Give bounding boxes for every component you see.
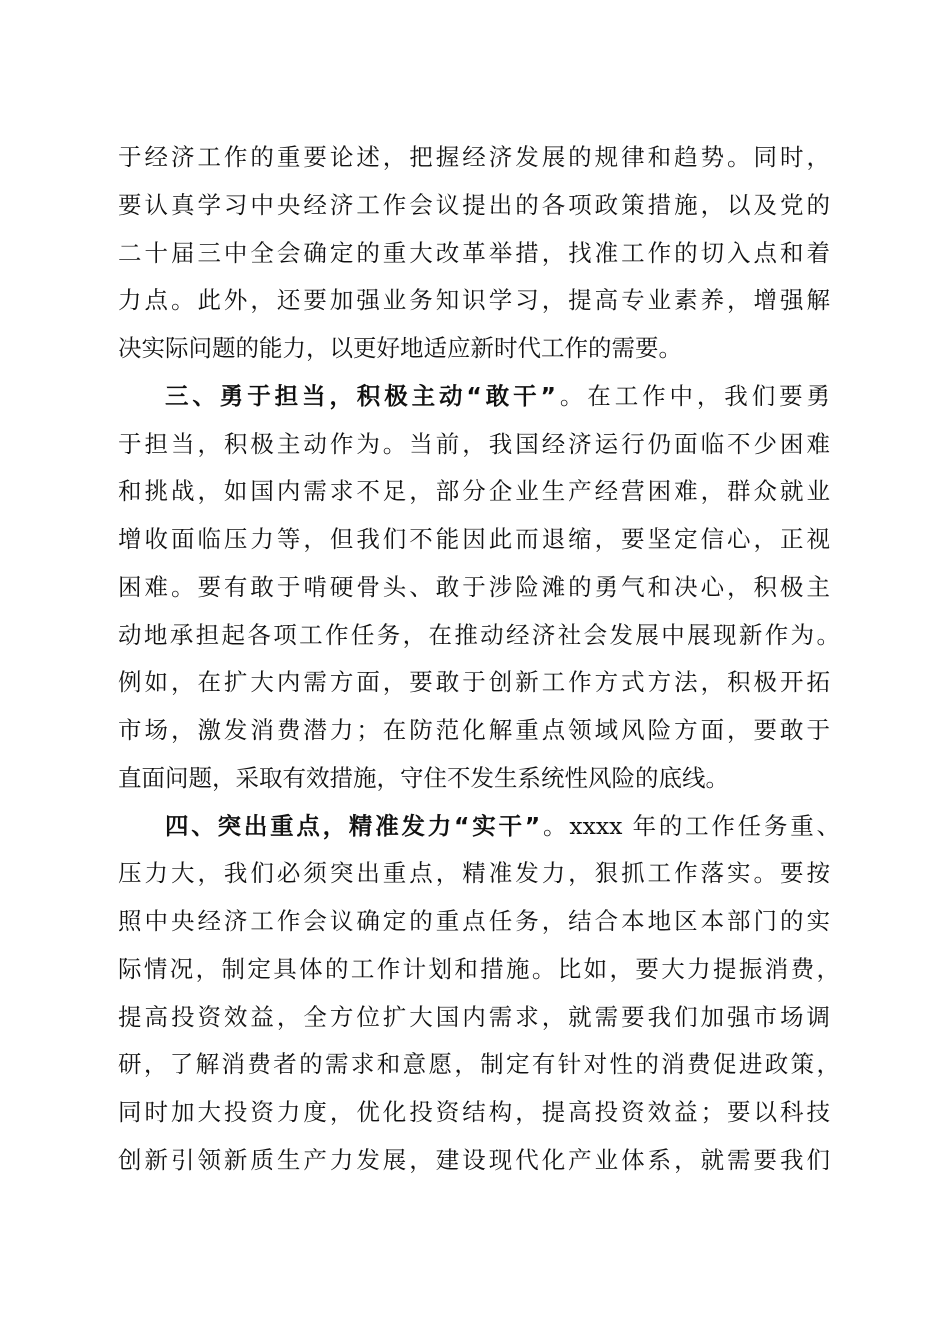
text-line: 提高投资效益，全方位扩大国内需求，就需要我们加强市场调 — [118, 1002, 830, 1031]
text-line: 同时加大投资力度，优化投资结构，提高投资效益；要以科技 — [118, 1098, 830, 1126]
paragraph-section-3 — [118, 373, 840, 803]
text-line: 市场，激发消费潜力；在防范化解重点领域风险方面，要敢于 — [118, 716, 830, 744]
text-span: 。在工作中，我们要勇 — [556, 381, 831, 410]
text-line: 和挑战，如国内需求不足，部分企业生产经营困难，群众就业 — [118, 477, 830, 506]
text-line: 际情况，制定具体的工作计划和措施。比如，要大力提振消费， — [118, 954, 840, 983]
text-line: 创新引领新质生产力发展，建设现代化产业体系，就需要我们 — [118, 1145, 830, 1174]
document-body — [118, 134, 841, 1185]
text-line: 例如，在扩大内需方面，要敢于创新工作方式方法，积极开拓 — [118, 668, 830, 697]
paragraph-section-4 — [118, 803, 841, 1185]
text-line: 决实际问题的能力，以更好地适应新时代工作的需要。 — [118, 334, 682, 362]
text-line: 增收面临压力等，但我们不能因此而退缩，要坚定信心，正视 — [118, 525, 830, 553]
text-line — [118, 803, 840, 851]
text-line: 动地承担起各项工作任务，在推动经济社会发展中展现新作为。 — [118, 620, 840, 649]
section-heading: 三、勇于担当，积极主动“敢干” — [165, 381, 556, 410]
text-line: 困难。要有敢于啃硬骨头、敢于涉险滩的勇气和决心，积极主 — [118, 572, 830, 601]
paragraph-continuation — [118, 134, 830, 373]
text-line: 于担当，积极主动作为。当前，我国经济运行仍面临不少困难 — [118, 429, 830, 458]
text-line: 二十届三中全会确定的重大改革举措，找准工作的切入点和着 — [118, 238, 830, 267]
text-line: 力点。此外，还要加强业务知识学习，提高专业素养，增强解 — [118, 286, 830, 315]
text-line: 于经济工作的重要论述，把握经济发展的规律和趋势。同时， — [118, 143, 830, 171]
section-heading: 四、突出重点，精准发力“实干” — [165, 811, 541, 840]
text-line: 要认真学习中央经济工作会议提出的各项政策措施，以及党的 — [118, 190, 830, 219]
text-span: 。xxxx 年的工作任务重、 — [540, 811, 841, 840]
text-line: 压力大，我们必须突出重点，精准发力，狠抓工作落实。要按 — [118, 859, 830, 888]
text-line: 直面问题，采取有效措施，守住不发生系统性风险的底线。 — [118, 763, 729, 792]
text-line: 照中央经济工作会议确定的重点任务，结合本地区本部门的实 — [118, 907, 830, 935]
text-line: 研，了解消费者的需求和意愿，制定有针对性的消费促进政策， — [118, 1050, 840, 1079]
text-line — [118, 373, 830, 421]
